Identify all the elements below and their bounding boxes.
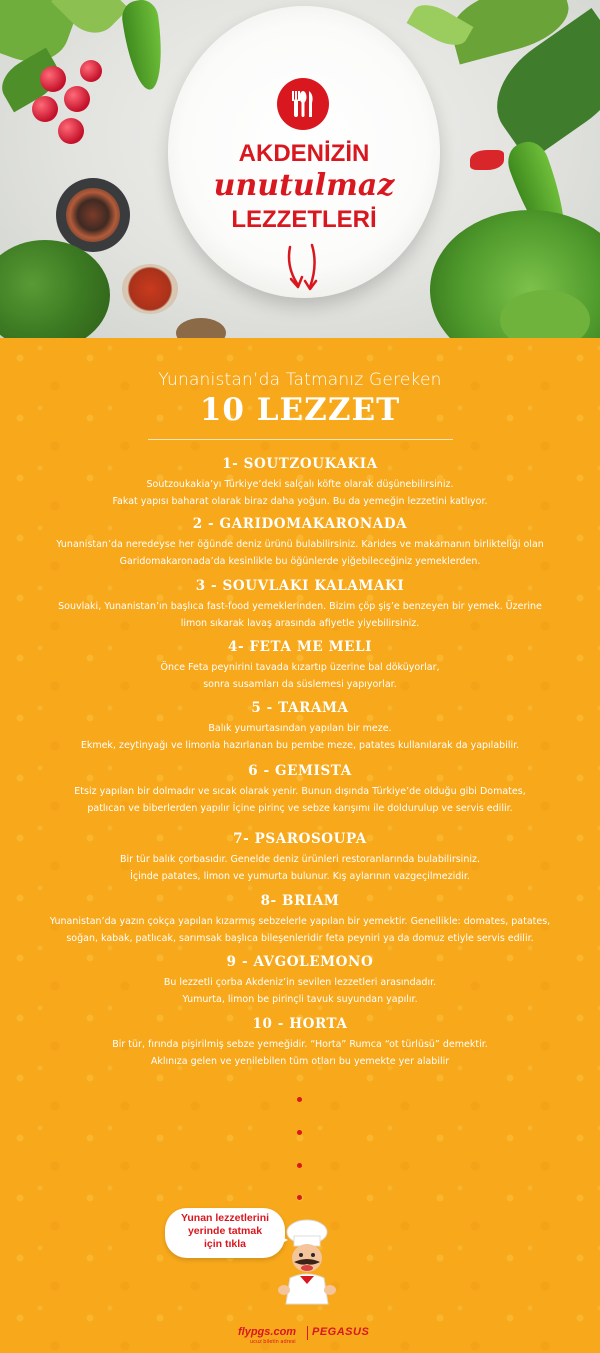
- dish-description: [20, 476, 580, 510]
- dish-item: [20, 762, 580, 817]
- hero-title-line1: AKDENİZİN: [238, 140, 370, 167]
- cta-line: Yunan lezzetlerini: [180, 1212, 270, 1224]
- dish-description-line: Balık yumurtasından yapılan bir meze.: [208, 723, 392, 734]
- green-pepper: [120, 0, 168, 92]
- dish-description-line: Aklınıza gelen ve yenilebilen tüm otları bu yemekte yer alabilir: [150, 1056, 450, 1067]
- dish-description-line: Önce Feta peynirini tavada kızartıp üzerine bal döküyorlar,: [160, 662, 440, 673]
- dish-description-line: Yumurta, limon be pirinçli tavuk suyundan yapılır.: [182, 994, 418, 1005]
- radish: [32, 96, 58, 122]
- content-section: [0, 338, 600, 1353]
- divider: [148, 439, 453, 440]
- broccoli: [0, 240, 110, 338]
- cta-link-text[interactable]: [165, 1212, 285, 1251]
- dish-description: [20, 851, 580, 885]
- dish-description-line: Bu lezzetli çorba Akdeniz’in sevilen lezzetleri arasındadır.: [163, 977, 437, 988]
- dish-description: [20, 783, 580, 817]
- radish: [40, 66, 66, 92]
- path-dot: [297, 1130, 302, 1135]
- dish-item: [20, 638, 580, 693]
- dish-title: 10 - HORTA: [252, 1016, 348, 1032]
- dish-title: 7- PSAROSOUPA: [233, 831, 367, 847]
- dish-item: [20, 577, 580, 632]
- dish-description-line: soğan, kabak, patlıcak, sarımsak başlıca bileşenleridir feta peyniri ya da domuz etiyle servis edilir.: [66, 933, 534, 944]
- footer-tagline: ucuz biletin adresi: [250, 1339, 296, 1345]
- dish-description-line: Soutzoukakia’yı Türkiye’deki salçalı köfte olarak düşünebilirsiniz.: [146, 479, 454, 490]
- path-dot: [297, 1163, 302, 1168]
- dish-description-line: Etsiz yapılan bir dolmadır ve sıcak olarak yenir. Bunun dışında Türkiye’de olduğu gibi Domates,: [74, 786, 526, 797]
- dish-title: 8- BRIAM: [260, 893, 340, 909]
- radish: [64, 86, 90, 112]
- peppercorn-mix: [66, 188, 120, 242]
- beans-bowl: [176, 318, 226, 338]
- footer-pegasus-logo: PEGASUS: [312, 1326, 370, 1338]
- dish-title: 5 - TARAMA: [251, 700, 349, 716]
- dish-title: 3 - SOUVLAKI KALAMAKI: [195, 578, 405, 594]
- dish-description: [20, 536, 580, 570]
- dish-description-line: İçinde patates, limon ve yumurta bulunur. Kış aylarının vazgeçilmezidir.: [130, 871, 470, 882]
- dish-description-line: Bir tür balık çorbasıdır. Genelde deniz ürünleri restoranlarında bulabilirsiniz.: [120, 854, 480, 865]
- dish-description: [20, 598, 580, 632]
- footer-separator: [307, 1326, 308, 1340]
- path-dot: [297, 1195, 302, 1200]
- chili-flakes-bowl: [122, 264, 178, 314]
- radish: [58, 118, 84, 144]
- dish-description-line: Yunanistan’da yazın çokça yapılan kızarmış sebzelerle yapılan bir yemektir. Genellikle: domates, patates,: [49, 916, 551, 927]
- footer-brand-link[interactable]: flypgs.com: [238, 1326, 297, 1338]
- section-subtitle: Yunanistan’da Tatmanız Gereken: [158, 370, 442, 390]
- hero-banner: [0, 0, 600, 338]
- dish-item: [20, 892, 580, 947]
- dish-description: [20, 974, 580, 1008]
- dish-description-line: Bir tür, fırında pişirilmiş sebze yemeğidir. “Horta” Rumca “ot türlüsü” demektir.: [112, 1039, 488, 1050]
- dish-description-line: patlıcan ve biberlerden yapılır İçine pirinç ve sebze karışımı ile doldurulup ve servis edilir.: [87, 803, 513, 814]
- dish-title: 2 - GARIDOMAKARONADA: [192, 516, 408, 532]
- dish-item: [20, 699, 580, 754]
- hero-title-line2: unutulmaz: [213, 168, 395, 203]
- dish-description-line: Souvlaki, Yunanistan’ın başlıca fast-food yemeklerinden. Bizim çöp şiş’e benzeyen bir yemek. Üzerine: [58, 601, 542, 612]
- dish-description-line: Fakat yapısı baharat olarak biraz daha yoğun. Bu da yemeğin lezzetini katlıyor.: [112, 496, 488, 507]
- path-dot: [297, 1097, 302, 1102]
- radish: [80, 60, 102, 82]
- dish-description: [20, 720, 580, 754]
- double-down-arrow-icon: [282, 243, 326, 295]
- dish-item: [20, 515, 580, 570]
- dish-description-line: limon sıkarak lavaş arasında afiyetle yiyebilirsiniz.: [180, 618, 420, 629]
- dish-description-line: Ekmek, zeytinyağı ve limonla hazırlanan bu pembe meze, patates kullanılarak da yapılabilir.: [80, 740, 520, 751]
- dish-title: 6 - GEMISTA: [248, 763, 352, 779]
- cta-line: yerinde tatmak: [187, 1225, 263, 1237]
- dish-description-line: Garidomakaronada’da kesinlikle bu öğünlerde yiğebileceğiniz yemeklerden.: [119, 556, 481, 567]
- dish-item: [20, 830, 580, 885]
- dish-description: [20, 659, 580, 693]
- dish-item: [20, 455, 580, 510]
- fork-knife-spoon-icon: [277, 78, 329, 130]
- dish-title: 9 - AVGOLEMONO: [226, 954, 374, 970]
- cta-line: için tıkla: [203, 1238, 246, 1250]
- hero-title-line3: LEZZETLERİ: [231, 206, 377, 233]
- dish-title: 4- FETA ME MELI: [227, 639, 373, 655]
- dish-item: [20, 953, 580, 1008]
- section-title: 10 LEZZET: [199, 392, 401, 428]
- red-chili: [470, 150, 504, 170]
- dish-item: [20, 1015, 580, 1070]
- dish-description-line: sonra susamları da süslemesi yapıyorlar.: [203, 679, 397, 690]
- dish-title: 1- SOUTZOUKAKIA: [222, 456, 378, 472]
- dish-description: [20, 1036, 580, 1070]
- dish-description: [20, 913, 580, 947]
- dish-description-line: Yunanistan’da neredeyse her öğünde deniz ürünü bulabilirsiniz. Karides ve makarnanın birlikteliği olan: [56, 539, 544, 550]
- chef-mascot-icon: [272, 1218, 342, 1308]
